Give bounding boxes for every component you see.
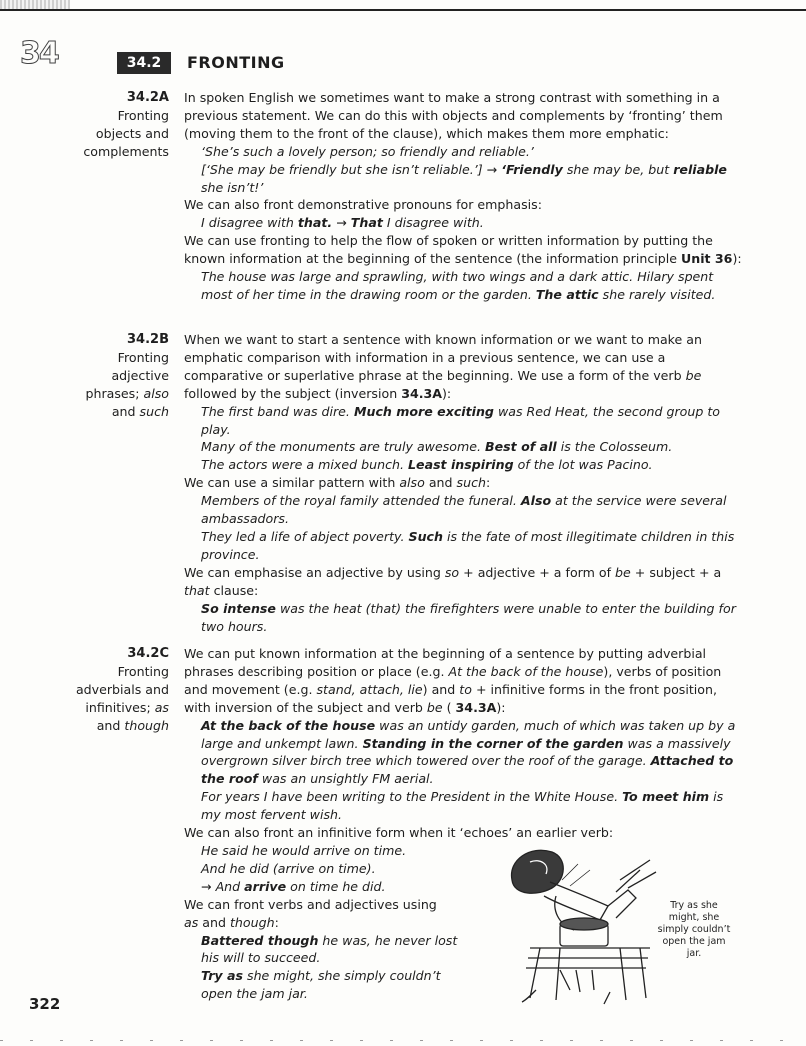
arrow-icon: →: [201, 878, 212, 894]
arrow-icon: →: [336, 215, 347, 231]
side-word: and: [96, 718, 121, 733]
section-title: FRONTING: [187, 53, 285, 72]
section-34-2a-body: [184, 89, 744, 304]
paragraph: We can front verbs and adjectives using: [184, 896, 437, 912]
bottom-scan-line: [0, 1040, 806, 1041]
example: The house was large and sprawling, with two wings and a dark attic. Hilary spent most of her time in the drawing room or the garden. The attic she rarely visited.: [201, 269, 716, 302]
section-code: 34.2C: [127, 646, 169, 661]
jam-jar-illustration: [500, 840, 660, 1005]
side-word: infinitives;: [85, 700, 151, 715]
cross-reference: Unit 36: [681, 251, 733, 267]
example: And he did (arrive on time).: [201, 860, 376, 876]
side-word: and: [111, 404, 136, 419]
example: his will to succeed.: [201, 950, 321, 966]
top-rule: [0, 0, 806, 11]
paragraph: In spoken English we sometimes want to make a strong contrast with something in a previous statement. We can do this with objects and complements by ‘fronting’ them (moving them to the front of the clause), which makes them more emphatic:: [184, 90, 723, 141]
side-line: adjective: [111, 368, 169, 383]
cross-reference: 34.3A: [455, 699, 497, 715]
example: The first band was dire. Much more exciting was Red Heat, the second group to play.: [201, 403, 721, 437]
section-34-2b-body: [184, 331, 744, 635]
side-heading-34-2a: [0, 89, 169, 161]
illustration-caption: Try as she might, she simply couldn’t open the jam jar.: [657, 900, 731, 959]
page-number: 322: [29, 995, 61, 1013]
side-line: adverbials and: [75, 682, 169, 697]
example: Many of the monuments are truly awesome. Best of all is the Colosseum.: [201, 439, 673, 455]
paragraph: When we want to start a sentence with known information or we want to make an emphatic comparison with information in a previous sentence, we can use a comparative or superlative phrase at the beginning. We use a form of the verb be followed by the subject (inversion 34.3A):: [184, 332, 702, 401]
paragraph: We can emphasise an adjective by using so + adjective + a form of be + subject + a that clause:: [184, 564, 722, 598]
side-word-italic: though: [124, 718, 169, 733]
section-badge: 34.2: [117, 52, 171, 74]
side-line: Fronting: [117, 350, 169, 365]
side-line: Fronting: [117, 108, 169, 123]
paragraph: We can put known information at the beginning of a sentence by putting adverbial phrases describing position or place (e.g. At the back of the house), verbs of position and movement (e.g. stand, attach, lie) and to + infinitive forms in the front position, with inversion of the subject and verb be ( 34.3A):: [184, 646, 722, 715]
side-word-italic: also: [143, 386, 169, 401]
paragraph: We can use fronting to help the flow of spoken or written information by putting the known information at the beginning of the sentence (the information principle Unit 36):: [184, 233, 742, 267]
side-word-italic: as: [154, 700, 169, 715]
paragraph: We can also front demonstrative pronouns for emphasis:: [184, 197, 542, 213]
cross-reference: 34.3A: [401, 385, 443, 401]
scan-artifact: [0, 0, 70, 9]
side-line: Fronting: [117, 664, 169, 679]
example: open the jam jar.: [201, 986, 308, 1002]
example: The actors were a mixed bunch. Least inspiring of the lot was Pacino.: [201, 457, 653, 473]
example: He said he would arrive on time.: [201, 842, 407, 858]
side-word: phrases;: [85, 386, 140, 401]
section-code: 34.2A: [126, 90, 169, 105]
paragraph: as and though:: [184, 914, 279, 930]
side-heading-34-2b: [0, 331, 169, 421]
side-line: [0, 403, 169, 421]
example: ‘She’s such a lovely person; so friendly and reliable.’: [201, 143, 534, 159]
example: I disagree with that. → That I disagree with.: [201, 215, 484, 231]
example: For years I have been writing to the President in the White House. To meet him is my most fervent wish.: [201, 789, 724, 823]
example: → And arrive on time he did.: [201, 878, 386, 894]
section-code: 34.2B: [127, 332, 169, 347]
side-line: [0, 385, 169, 403]
side-heading-34-2c: [0, 645, 169, 735]
side-word-italic: such: [139, 404, 169, 419]
example: [‘She may be friendly but she isn’t reliable.’] → ‘Friendly she may be, but reliable she isn’t!’: [201, 161, 727, 195]
example: Battered though he was, he never lost: [201, 932, 458, 948]
example: Try as she might, she simply couldn’t: [201, 968, 441, 984]
example: So intense was the heat (that) the firefighters were unable to enter the building for two hours.: [201, 600, 736, 634]
paragraph: We can also front an infinitive form when it ‘echoes’ an earlier verb:: [184, 825, 614, 841]
side-line: objects and: [95, 126, 169, 141]
side-line: [0, 717, 169, 735]
example: Members of the royal family attended the funeral. Also at the service were several ambassadors.: [201, 493, 727, 527]
side-line: complements: [83, 144, 169, 159]
arrow-icon: →: [486, 161, 498, 177]
example: At the back of the house was an untidy garden, much of which was taken up by a large and unkempt lawn. Standing in the corner of the garden was a massively overgrown silver birch tree which towered over the roof of the garage. Attached to the roof was an unsightly FM aerial.: [201, 717, 736, 787]
example: They led a life of abject poverty. Such is the fate of most illegitimate children in this province.: [201, 528, 735, 562]
unit-number: 34: [20, 36, 58, 71]
side-line: [0, 699, 169, 717]
paragraph: We can use a similar pattern with also and such:: [184, 475, 491, 491]
